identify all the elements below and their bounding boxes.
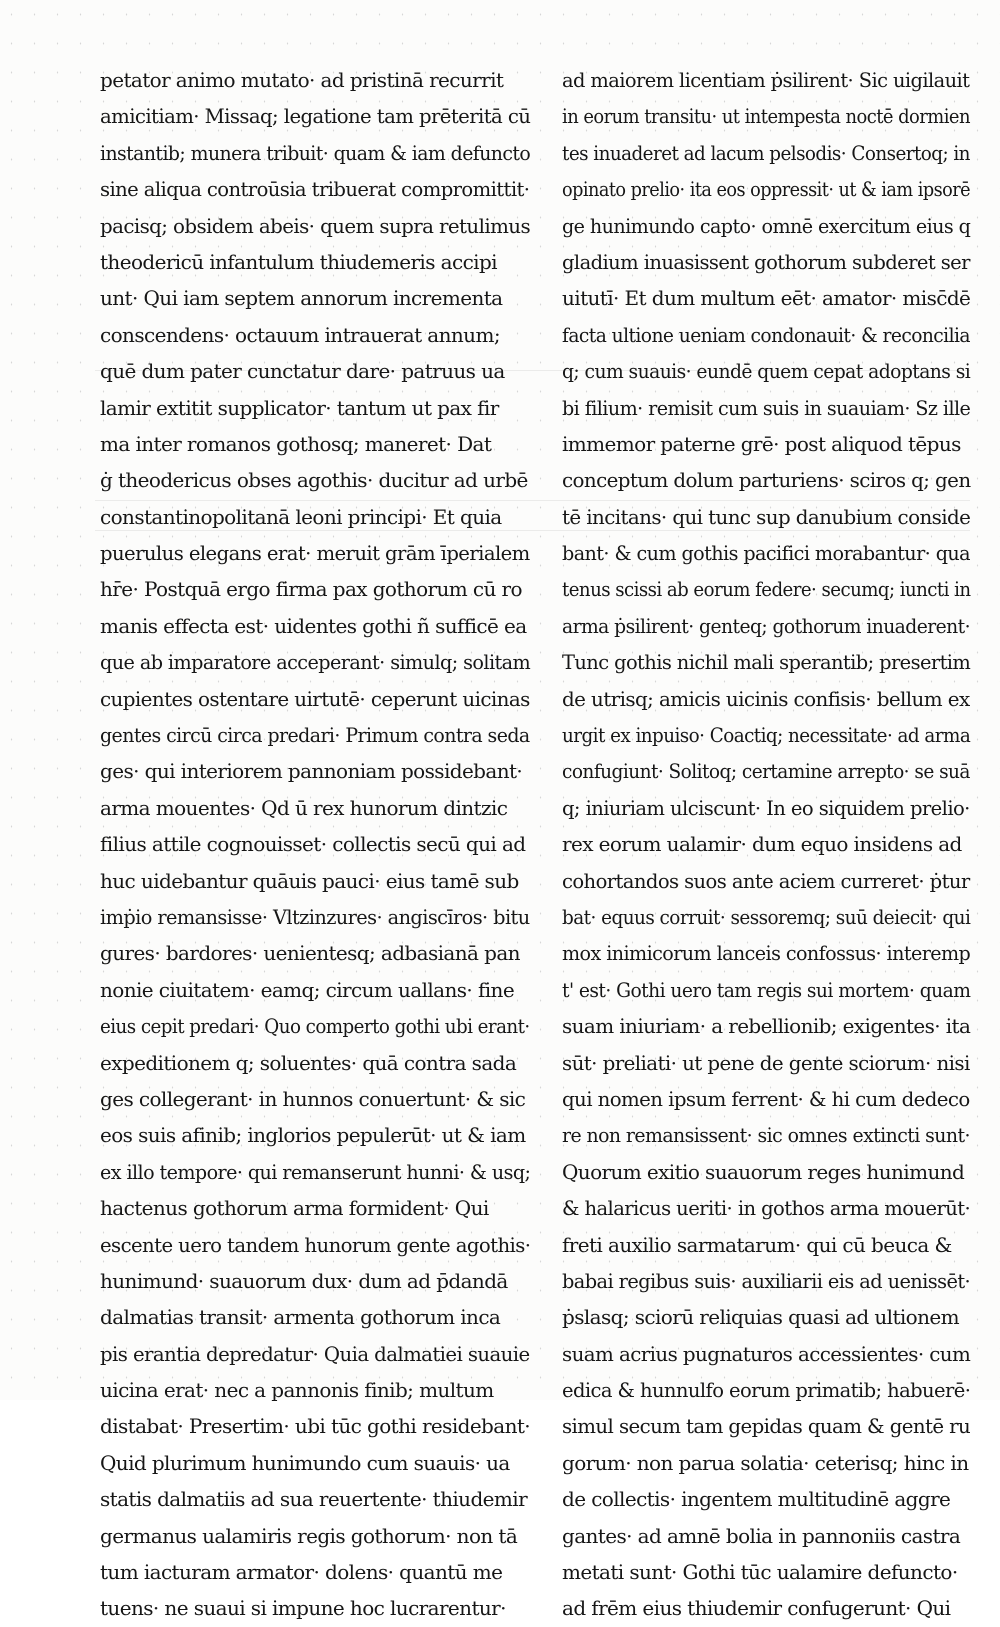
manuscript-line: pis erantia depredatur· Quia dalmatiei suauie bbox=[100, 1341, 530, 1366]
manuscript-line: germanus ualamiris regis gothorum· non tā bbox=[100, 1523, 518, 1548]
manuscript-line: de collectis· ingentem multitudinē aggre bbox=[562, 1487, 951, 1512]
manuscript-line: in eorum transitu· ut intempesta noctē dormien bbox=[562, 104, 970, 129]
manuscript-line: gorum· non parua solatia· ceterisq; hinc in bbox=[562, 1450, 969, 1475]
manuscript-line: constantinopolitanā leoni principi· Et quia bbox=[100, 504, 502, 529]
manuscript-line: pacisq; obsidem abeis· quem supra retulimus bbox=[100, 213, 531, 238]
manuscript-line: tum iacturam armator· dolens· quantū me bbox=[100, 1560, 503, 1585]
manuscript-line: re non remansissent· sic omnes extincti sunt· bbox=[562, 1123, 970, 1148]
manuscript-line: metati sunt· Gothi tūc ualamire defuncto· bbox=[562, 1560, 958, 1585]
manuscript-line: Quid plurimum hunimundo cum suauis· ua bbox=[100, 1450, 510, 1475]
manuscript-line: huc uidebantur quāuis pauci· eius tamē sub bbox=[100, 868, 519, 893]
manuscript-line: babai regibus suis· auxiliarii eis ad uenissēt· bbox=[562, 1268, 971, 1293]
manuscript-line: gentes circū circa predari· Primum contra seda bbox=[100, 723, 530, 748]
manuscript-line: q; cum suauis· eundē quem cepat adoptans si bbox=[562, 359, 971, 384]
manuscript-line: hactenus gothorum arma formident· Qui bbox=[100, 1196, 489, 1221]
manuscript-line: dalmatias transit· armenta gothorum inca bbox=[100, 1305, 501, 1330]
manuscript-line: instantib; munera tribuit· quam & iam defuncto bbox=[100, 140, 531, 165]
manuscript-line: eius cepit predari· Quo comperto gothi ubi erant· bbox=[100, 1014, 530, 1039]
manuscript-line: puerulus elegans erat· meruit grām īperialem bbox=[100, 541, 530, 566]
manuscript-line: & halaricus ueriti· in gothos arma mouerūt· bbox=[562, 1196, 971, 1221]
manuscript-line: freti auxilio sarmatarum· qui cū beuca & bbox=[562, 1232, 952, 1257]
manuscript-line: unt· Qui iam septem annorum incrementa bbox=[100, 286, 503, 311]
manuscript-line: manis effecta est· uidentes gothi ñ sufficē ea bbox=[100, 613, 527, 638]
manuscript-line: arma ṗsilirent· genteq; gothorum inuaderent· bbox=[562, 613, 970, 638]
manuscript-line: suam acrius pugnaturos accessientes· cum bbox=[562, 1341, 971, 1366]
manuscript-line: immemor paterne grē· post aliquod tēpus bbox=[562, 431, 961, 456]
manuscript-line: cupientes ostentare uirtutē· ceperunt uicinas bbox=[100, 686, 530, 711]
manuscript-line: ges collegerant· in hunnos conuertunt· & sic bbox=[100, 1086, 526, 1111]
manuscript-line: uicina erat· nec a pannonis finib; multum bbox=[100, 1378, 494, 1403]
manuscript-line: urgit ex inpuiso· Coactiq; necessitate· ad arma bbox=[562, 723, 971, 748]
manuscript-line: ṗslasq; sciorū reliquias quasi ad ultionem bbox=[562, 1305, 960, 1330]
manuscript-line: bant· & cum gothis pacifici morabantur· qua bbox=[562, 541, 971, 566]
manuscript-line: edica & hunnulfo eorum primatib; habuerē· bbox=[562, 1378, 971, 1403]
manuscript-line: ad maiorem licentiam ṗsilirent· Sic uigilauit bbox=[562, 68, 970, 92]
manuscript-line: filius attile cognouisset· collectis secū qui ad bbox=[100, 832, 526, 857]
manuscript-line: ad frēm eius thiudemir confugerunt· Qui bbox=[562, 1596, 951, 1621]
manuscript-line: ma inter romanos gothosq; maneret· Dat bbox=[100, 431, 492, 456]
manuscript-line: tenus scissi ab eorum federe· secumq; iuncti in bbox=[562, 577, 971, 602]
manuscript-line: sūt· preliati· ut pene de gente sciorum· nisi bbox=[562, 1050, 970, 1075]
manuscript-line: gantes· ad amnē bolia in pannoniis castra bbox=[562, 1523, 961, 1548]
manuscript-line: theodericū infantulum thiudemeris accipi bbox=[100, 249, 497, 274]
manuscript-line: cohortandos suos ante aciem curreret· ṗtur bbox=[562, 868, 970, 893]
manuscript-line: nonie ciuitatem· eamq; circum uallans· fine bbox=[100, 977, 515, 1002]
manuscript-line: gures· bardores· uenientesq; adbasianā pan bbox=[100, 941, 520, 966]
manuscript-line: lamir extitit supplicator· tantum ut pax fir bbox=[100, 395, 499, 420]
manuscript-line: que ab imparatore acceperant· simulq; solitam bbox=[100, 650, 531, 675]
manuscript-line: uitutī· Et dum multum eēt· amator· misc̄dē bbox=[562, 286, 971, 311]
manuscript-line: hr̄e· Postquā ergo firma pax gothorum cū ro bbox=[100, 577, 522, 602]
manuscript-line: statis dalmatiis ad sua reuertente· thiudemir bbox=[100, 1487, 528, 1512]
manuscript-line: bi filium· remisit cum suis in suauiam· Sz ille bbox=[562, 395, 971, 420]
manuscript-line: bat· equus corruit· sessoremq; suū deiecit· qui bbox=[562, 904, 971, 929]
manuscript-line: confugiunt· Solitoq; certamine arrepto· se suā bbox=[562, 759, 970, 784]
manuscript-line: conscendens· octauum intrauerat annum; bbox=[100, 322, 500, 347]
manuscript-line: amicitiam· Missaq; legatione tam prēteritā cū bbox=[100, 104, 531, 129]
manuscript-line: Tunc gothis nichil mali sperantib; presertim bbox=[562, 650, 971, 675]
manuscript-line: ex illo tempore· qui remanserunt hunni· & usq; bbox=[100, 1159, 531, 1184]
manuscript-line: eos suis afinib; inglorios pepulerūt· ut & iam bbox=[100, 1123, 526, 1148]
left-text-column bbox=[100, 62, 530, 1627]
manuscript-line: expeditionem q; soluentes· quā contra sada bbox=[100, 1050, 517, 1075]
manuscript-line: mox inimicorum lanceis confossus· interemp bbox=[562, 941, 971, 966]
manuscript-line: simul secum tam gepidas quam & gentē ru bbox=[562, 1414, 971, 1439]
manuscript-line: quē dum pater cunctatur dare· patruus ua bbox=[100, 359, 505, 384]
manuscript-line: de utrisq; amicis uicinis confisis· bellum ex bbox=[562, 686, 970, 711]
manuscript-line: sine aliqua controūsia tribuerat compromittit· bbox=[100, 177, 530, 202]
manuscript-line: ġ theodericus obses agothis· ducitur ad urbē bbox=[100, 468, 528, 493]
manuscript-line: suam iniuriam· a rebellionib; exigentes· ita bbox=[562, 1014, 971, 1039]
manuscript-line: arma mouentes· Qd ū rex hunorum dintzic bbox=[100, 795, 508, 820]
manuscript-line: gladium inuasissent gothorum subderet ser bbox=[562, 249, 970, 274]
manuscript-line: petator animo mutato· ad pristinā recurrit bbox=[100, 68, 504, 92]
manuscript-line: qui nomen ipsum ferrent· & hi cum dedeco bbox=[562, 1086, 970, 1111]
manuscript-line: q; iniuriam ulciscunt· In eo siquidem prelio· bbox=[562, 795, 970, 820]
manuscript-line: imṗio remansisse· Vltzinzures· angiscīros· bitu bbox=[100, 904, 530, 929]
manuscript-line: Quorum exitio suauorum reges hunimund bbox=[562, 1159, 965, 1184]
right-text-column bbox=[562, 62, 970, 1627]
manuscript-line: opinato prelio· ita eos oppressit· ut & iam ipsorē bbox=[562, 177, 971, 202]
manuscript-line: ge hunimundo capto· omnē exercitum eius q bbox=[562, 213, 971, 238]
manuscript-line: t' est· Gothi uero tam regis sui mortem· quam bbox=[562, 977, 971, 1002]
manuscript-line: tē incitans· qui tunc sup danubium conside bbox=[562, 504, 971, 529]
manuscript-line: tuens· ne suaui si impune hoc lucrarentur· bbox=[100, 1596, 506, 1621]
manuscript-line: facta ultione ueniam condonauit· & reconcilia bbox=[562, 322, 970, 347]
manuscript-line: ges· qui interiorem pannoniam possidebant· bbox=[100, 759, 523, 784]
manuscript-line: distabat· Presertim· ubi tūc gothi residebant· bbox=[100, 1414, 531, 1439]
manuscript-line: conceptum dolum parturiens· sciros q; gen bbox=[562, 468, 971, 493]
manuscript-line: hunimund· suauorum dux· dum ad p̄dandā bbox=[100, 1268, 508, 1293]
manuscript-line: tes inuaderet ad lacum pelsodis· Consertoq; in bbox=[562, 140, 970, 165]
manuscript-line: rex eorum ualamir· dum equo insidens ad bbox=[562, 832, 962, 857]
manuscript-line: escente uero tandem hunorum gente agothis· bbox=[100, 1232, 531, 1257]
